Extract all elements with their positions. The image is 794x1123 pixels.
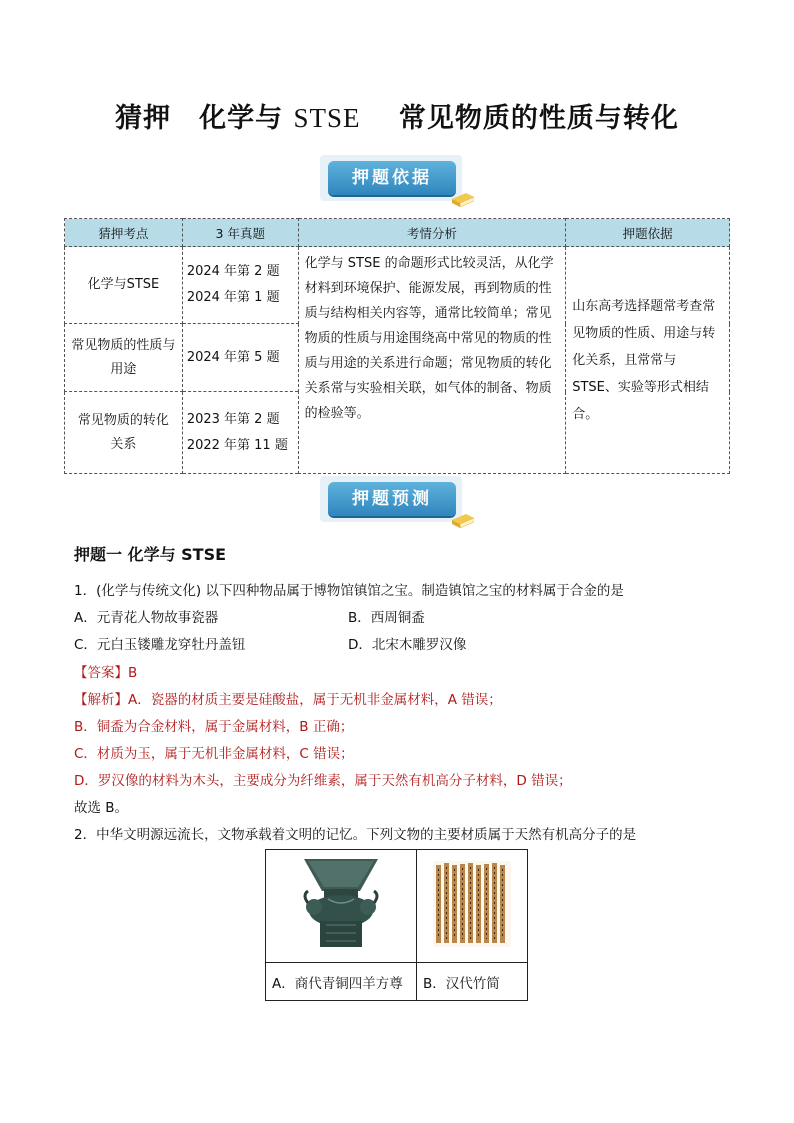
year-item: 2024 年第 1 题: [186, 290, 280, 305]
topic-cell: 常见物质的性质与用途: [65, 324, 183, 392]
section-title: 押题一 化学与 STSE: [74, 545, 227, 564]
topic-cell: 化学与STSE: [65, 247, 183, 324]
header-analysis: 考情分析: [298, 219, 566, 247]
header-years: 3 年真题: [182, 219, 298, 247]
q2-stem: 2．中华文明源远流长，文物承载着文明的记忆。下列文物的主要材质属于天然有机高分子的是: [74, 827, 637, 843]
year-item: 2023 年第 2 题: [186, 411, 280, 427]
page-title: [0, 96, 794, 135]
q1-option-d: D．北宋木雕罗汉像: [348, 637, 467, 653]
q2-option-table: [265, 849, 528, 1001]
basis-banner-label: 押题依据: [328, 161, 456, 195]
years-cell: [182, 247, 298, 324]
basis-banner: [320, 155, 474, 209]
year-item: 2024 年第 5 题: [186, 349, 280, 365]
q1-analysis-line: C．材质为玉，属于无机非金属材料，C 错误；: [74, 746, 354, 762]
title-part2: 常见物质的性质与转化: [398, 103, 679, 134]
analysis-cell: 化学与 STSE 的命题形式比较灵活，从化学材料到环境保护、能源发展，再到物质的性质与结构相关内容等，通常比较简单；常见物质的性质与用途围绕高中常见的物质的性质与用途的关系进行命题；常见物质的转化关系常与实验相关联，如气体的制备、物质的检验等。: [298, 247, 566, 474]
q1-analysis-line: B．铜盉为合金材料，属于金属材料，B 正确；: [74, 719, 354, 735]
q1-stem: 1．(化学与传统文化) 以下四种物品属于博物馆镇馆之宝。制造镇馆之宝的材料属于合金的是: [74, 583, 624, 599]
q2-option-a: A．商代青铜四羊方尊: [266, 963, 417, 1001]
q1-analysis-line: D．罗汉像的材料为木头，主要成分为纤维素，属于天然有机高分子材料，D 错误；: [74, 773, 572, 789]
q2-option-b: B．汉代竹简: [417, 963, 528, 1001]
predict-banner: [320, 476, 474, 530]
title-stse: STSE: [293, 103, 361, 133]
q1-option-a: A．元青花人物故事瓷器: [74, 610, 219, 626]
title-part1: 猜押 化学与: [115, 103, 284, 134]
basis-table: [64, 218, 730, 474]
header-basis: 押题依据: [566, 219, 730, 247]
q1-analysis-text: A．瓷器的材质主要是硅酸盐，属于无机非金属材料，A 错误；: [128, 692, 502, 708]
years-cell: [182, 392, 298, 474]
year-item: 2022 年第 11 题: [186, 437, 288, 453]
q1-answer: 【答案】B: [74, 665, 138, 681]
q1-option-b: B．西周铜盉: [348, 610, 425, 626]
bamboo-slips-image: [417, 850, 528, 963]
basis-cell: 山东高考选择题常考查常见物质的性质、用途与转化关系，且常常与 STSE、实验等形式相结合。: [566, 247, 730, 474]
year-item: 2024 年第 2 题: [186, 264, 280, 279]
years-cell: [182, 324, 298, 392]
q1-analysis-label: 【解析】: [74, 692, 128, 708]
predict-banner-label: 押题预测: [328, 482, 456, 516]
q1-option-c: C．元白玉镂雕龙穿牡丹盖钮: [74, 637, 246, 653]
table-row: [65, 247, 730, 324]
bronze-zun-icon: [298, 855, 384, 953]
q1-conclusion: 故选 B。: [74, 800, 129, 816]
bamboo-slips-icon: [433, 861, 511, 947]
basis-table-header: [65, 219, 730, 247]
bronze-zun-image: [266, 850, 417, 963]
topic-cell: 常见物质的转化关系: [65, 392, 183, 474]
q1-analysis-line: [74, 688, 502, 708]
header-topic: 猜押考点: [65, 219, 183, 247]
book-icon: [452, 514, 474, 528]
book-icon: [452, 193, 474, 207]
